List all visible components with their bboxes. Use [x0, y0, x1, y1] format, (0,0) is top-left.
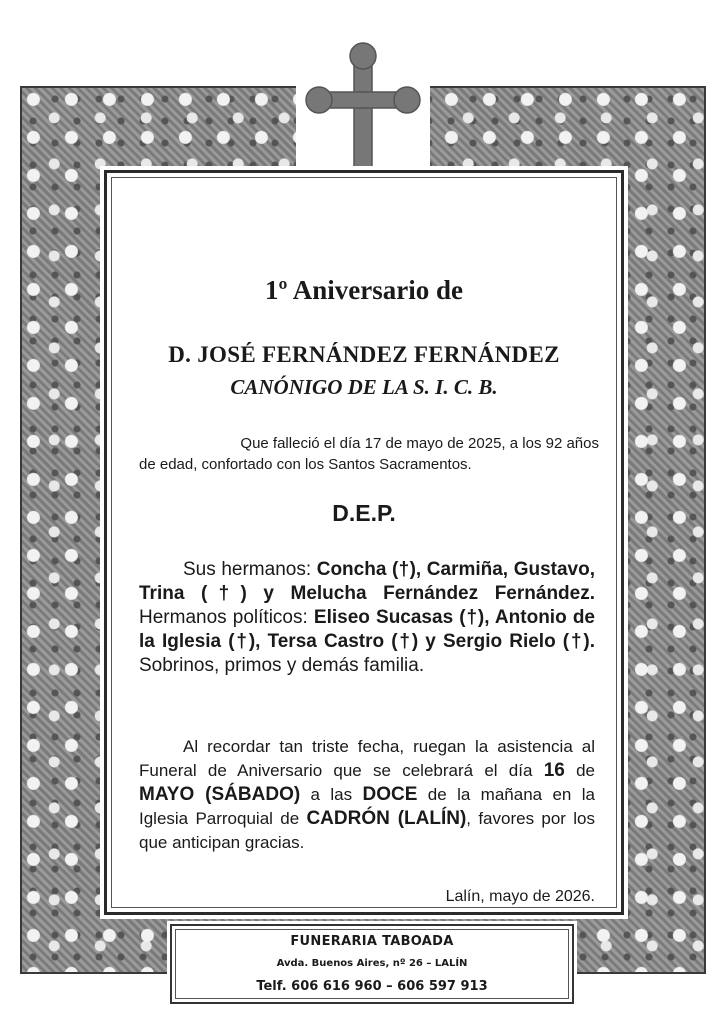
funeral-day: 16: [543, 760, 565, 781]
deceased-role: CANÓNIGO DE LA S. I. C. B.: [230, 375, 498, 399]
funeral-home-box: [170, 924, 574, 1004]
siblings-in-law-names: Eliseo Sucasas (†), Antonio de la Iglesia (†), Tersa Castro (†) y Sergio Rielo (†).: [139, 607, 595, 652]
funeral-home-phones: Telf. 606 616 960 – 606 597 913: [256, 979, 488, 994]
passing-line-2: de edad, confortado con los Santos Sacramentos.: [139, 456, 472, 473]
funeral-home-name: FUNERARIA TABOADA: [290, 934, 454, 949]
funeral-text-5: , favores por los que anticipan gracias.: [139, 809, 595, 852]
funeral-paragraph: [139, 735, 595, 855]
passing-line-1: Que falleció el día 17 de mayo de 2025, a los 92 años: [240, 435, 599, 452]
funeral-text-4: de la mañana en la Iglesia Parroquial de: [139, 785, 595, 828]
passing-paragraph: [139, 433, 599, 475]
family-text-1: Sus hermanos:: [183, 559, 317, 580]
siblings-names: Concha (†), Carmiña, Gustavo, Trina (†) y Melucha Fernández Fernández.: [139, 559, 595, 604]
rip-heading: D.E.P.: [332, 500, 396, 526]
funeral-hour: DOCE: [362, 784, 418, 805]
funeral-home-address: Avda. Buenos Aires, nº 26 – LALÍN: [276, 958, 468, 969]
family-text-2: Hermanos políticos:: [139, 607, 314, 628]
funeral-text-2: de: [564, 761, 596, 780]
notice-title: 1º Aniversario de: [265, 275, 463, 305]
funeral-text-1: Al recordar tan triste fecha, ruegan la asistencia al Funeral de Aniversario que se celebrará el día: [139, 737, 595, 780]
place-date: Lalín, mayo de 2026.: [445, 888, 595, 905]
family-text-3: Sobrinos, primos y demás familia.: [139, 655, 425, 676]
funeral-place: CADRÓN (LALÍN): [306, 808, 467, 829]
deceased-name: D. JOSÉ FERNÁNDEZ FERNÁNDEZ: [168, 342, 560, 367]
funeral-text-3: a las: [300, 785, 363, 804]
family-paragraph: [139, 558, 595, 678]
funeral-date: MAYO (SÁBADO): [139, 784, 301, 805]
